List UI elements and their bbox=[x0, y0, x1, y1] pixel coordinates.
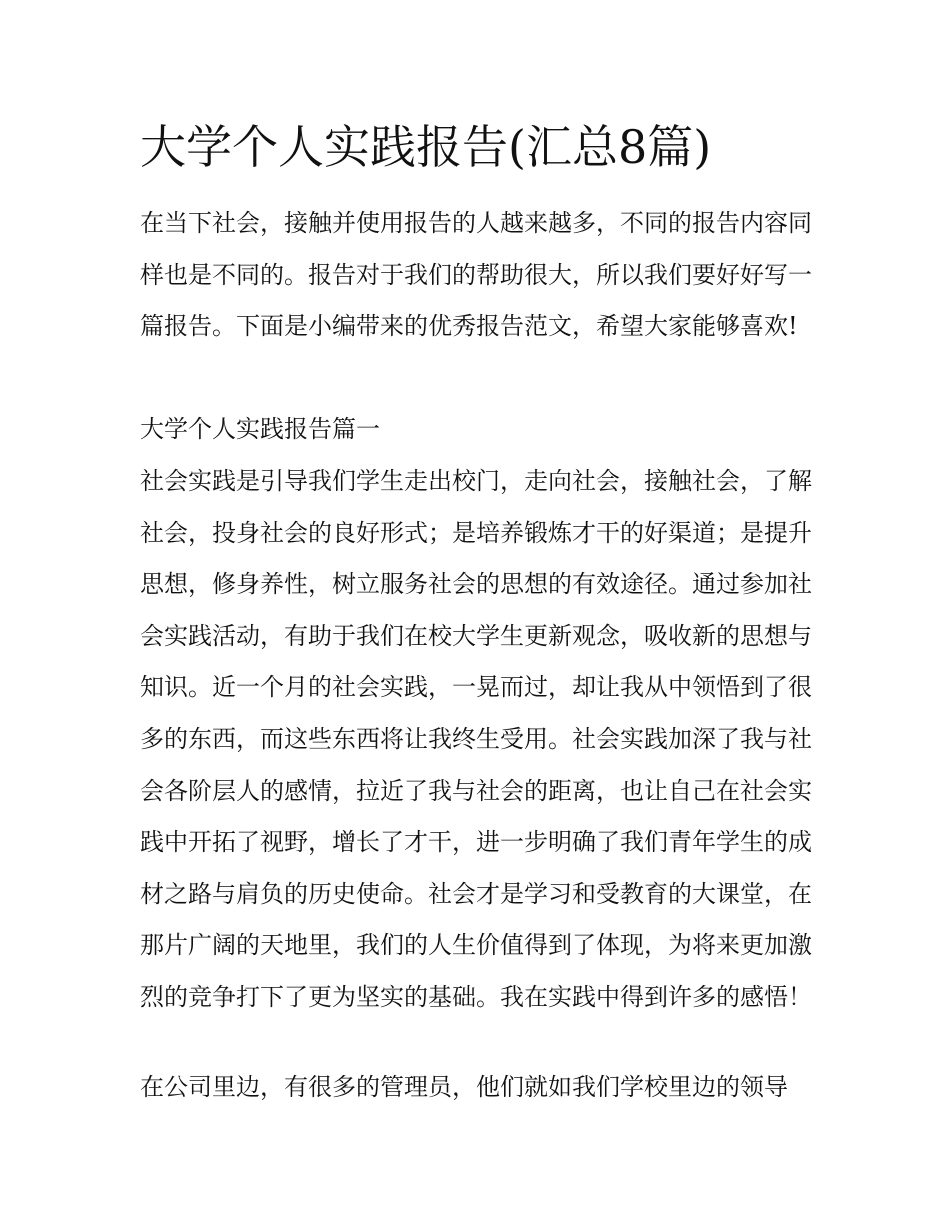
body-paragraph: 在公司里边，有很多的管理员，他们就如我们学校里边的领导 bbox=[140, 1073, 788, 1101]
document-title: 大学个人实践报告(汇总8篇) bbox=[140, 120, 712, 174]
section-heading: 大学个人实践报告篇一 bbox=[140, 415, 380, 443]
body-paragraph: 社会实践是引导我们学生走出校门，走向社会，接触社会，了解社会，投身社会的良好形式；是培养锻炼才干的好渠道；是提升思想，修身养性，树立服务社会的思想的有效途径。通过参加社会实践活动，有助于我们在校大学生更新观念，吸收新的思想与知识。近一个月的社会实践，一晃而过，却让我从中领悟到了很多的东西，而这些东西将让我终生受用。社会实践加深了我与社会各阶层人的感情，拉近了我与社会的距离，也让自己在社会实践中开拓了视野，增长了才干，进一步明确了我们青年学生的成材之路与肩负的历史使命。社会才是学习和受教育的大课堂，在那片广阔的天地里，我们的人生价值得到了体现，为将来更加激烈的竞争打下了更为坚实的基础。我在实践中得到许多的感悟！ bbox=[140, 467, 812, 1011]
intro-paragraph: 在当下社会，接触并使用报告的人越来越多，不同的报告内容同样也是不同的。报告对于我们的帮助很大，所以我们要好好写一篇报告。下面是小编带来的优秀报告范文，希望大家能够喜欢! bbox=[140, 209, 812, 341]
